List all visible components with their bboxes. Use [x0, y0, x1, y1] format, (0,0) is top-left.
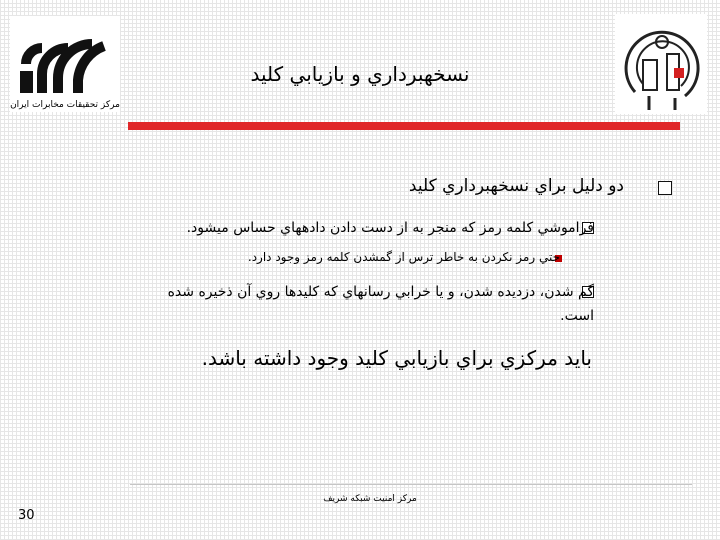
slide-title: نسخهبرداري و بازيابي كليد [250, 62, 470, 86]
list-item-continuation: است. [560, 308, 594, 324]
logo-caption: مركز تحقيقات مخابرات ايران [10, 100, 120, 110]
footer-divider [130, 484, 692, 485]
sharif-emblem-icon [615, 14, 707, 114]
page-number: 30 [18, 508, 35, 523]
list-item: فراموشي كلمه رمز كه منجر به از دست دادن دادههاي حساس ميشود. [186, 220, 594, 236]
signal-arcs-icon [10, 16, 120, 96]
hollow-square-icon [658, 181, 672, 195]
header-divider [128, 122, 680, 130]
list-item: گم شدن، دزديده شدن، و يا خرابي رسانهاي كه كليدها روي آن ذخيره شده [167, 284, 594, 300]
conclusion-text: بايد مركزي براي بازيابي كليد وجود داشته باشد. [201, 346, 592, 370]
itrc-logo [10, 16, 120, 112]
section-heading: دو دليل براي نسخهبرداري كليد [408, 176, 624, 196]
sub-list-item: حتي رمز نكردن به خاطر ترس از گمشدن كلمه رمز وجود دارد. [247, 250, 560, 264]
sharif-logo [615, 14, 707, 114]
footer-text: مركز امنيت شبكه شريف [323, 494, 417, 504]
